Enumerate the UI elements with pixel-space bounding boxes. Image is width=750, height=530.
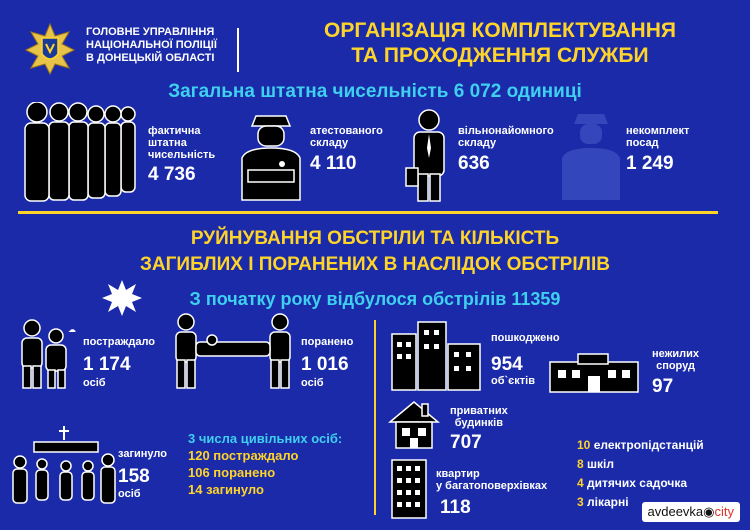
certified-value: 4 110	[310, 153, 357, 174]
apartment-building-icon	[390, 458, 428, 520]
civilians-victims: 120 постраждало	[188, 448, 299, 463]
actual-l1: фактична	[148, 125, 201, 137]
vacant-l1: некомплект	[626, 125, 690, 137]
nonres-l1: нежилих	[652, 348, 700, 360]
killed-value: 158	[118, 466, 150, 487]
nonres-l2: споруд	[656, 360, 695, 372]
damaged-value: 954	[491, 354, 523, 375]
victims-value: 1 174	[83, 354, 131, 375]
police-emblem-icon	[24, 22, 76, 76]
staff-group-icon	[20, 102, 145, 202]
title-line-2: ТА ПРОХОДЖЕННЯ СЛУЖБИ	[351, 44, 649, 67]
facility-hospitals: 3 лікарні	[577, 495, 629, 509]
certified-l1: атестованого	[310, 125, 383, 137]
shelling-title-line-2: ЗАГИБЛИХ І ПОРАНЕНИХ В НАСЛІДОК ОБСТРІЛІВ	[140, 254, 610, 275]
wounded-unit: осіб	[301, 377, 324, 389]
certified-label	[310, 125, 383, 149]
facility-power: 10 електропідстанцій	[577, 438, 704, 452]
wounded-value: 1 016	[301, 354, 349, 375]
private-value: 707	[450, 432, 482, 453]
injured-people-icon	[14, 318, 80, 390]
actual-l2: штатна	[148, 137, 187, 149]
vertical-divider	[374, 320, 376, 515]
actual-l3: чисельність	[148, 149, 216, 161]
civilian-l2: складу	[458, 137, 497, 149]
shelling-count: З початку року відбулося обстрілів 11359	[189, 289, 561, 309]
victims-unit: осіб	[83, 377, 106, 389]
wounded-label: поранено	[301, 336, 354, 348]
vacant-officer-icon	[556, 108, 626, 203]
organization-name	[86, 26, 236, 65]
vacant-value: 1 249	[626, 153, 674, 174]
section-divider	[18, 211, 718, 214]
civilians-killed: 14 загинуло	[188, 482, 264, 497]
watermark-logo: avdeevka◉city	[642, 502, 741, 522]
private-label	[450, 405, 508, 429]
certified-l2: складу	[310, 137, 349, 149]
civilian-label	[458, 125, 554, 149]
flats-l1: квартир	[436, 468, 480, 480]
damaged-label: пошкоджено	[491, 332, 560, 344]
facility-kindergartens: 4 дитячих садочка	[577, 476, 688, 490]
civilian-l1: вільнонайомного	[458, 125, 554, 137]
killed-label: загинуло	[118, 448, 167, 460]
shelling-title	[0, 226, 750, 278]
stretcher-icon	[168, 312, 298, 392]
nonres-value: 97	[652, 376, 674, 397]
flats-l2: у багатоповерхівках	[436, 480, 548, 492]
page-title	[300, 18, 700, 68]
flats-label	[436, 468, 547, 492]
damaged-unit: об`єктів	[491, 375, 535, 387]
org-line-2: НАЦІОНАЛЬНОЇ ПОЛІЦІЇ	[86, 39, 217, 51]
civilians-wounded: 106 поранено	[188, 465, 276, 480]
nonres-label	[652, 348, 699, 372]
actual-staff-value: 4 736	[148, 164, 196, 185]
facility-schools: 8 шкіл	[577, 457, 614, 471]
private-l1: приватних	[450, 405, 508, 417]
funeral-icon	[8, 426, 120, 506]
total-staff: Загальна штатна чисельність 6 072 одиниці	[168, 81, 582, 102]
facilities-list	[577, 436, 704, 512]
damaged-buildings-icon	[388, 320, 484, 392]
civilian-employee-icon	[404, 108, 454, 203]
killed-unit: осіб	[118, 488, 141, 500]
org-line-3: В ДОНЕЦЬКІЙ ОБЛАСТІ	[86, 52, 215, 64]
police-officer-icon	[236, 108, 306, 203]
vacant-l2: посад	[626, 137, 659, 149]
shelling-title-line-1: РУЙНУВАННЯ ОБСТРІЛИ ТА КІЛЬКІСТЬ	[190, 228, 560, 249]
vacant-label	[626, 125, 689, 149]
house-icon	[388, 398, 440, 450]
actual-staff-label	[148, 125, 215, 161]
nonresidential-building-icon	[548, 352, 640, 394]
civilian-value: 636	[458, 153, 490, 174]
org-line-1: ГОЛОВНЕ УПРАВЛІННЯ	[86, 26, 215, 38]
flats-value: 118	[440, 497, 471, 518]
victims-label: постраждало	[83, 336, 156, 348]
civilians-heading: 3 числа цивільних осіб:	[188, 431, 343, 446]
title-line-1: ОРГАНІЗАЦІЯ КОМПЛЕКТУВАННЯ	[324, 19, 676, 42]
civilian-casualties	[188, 430, 342, 498]
svg-text:☁: ☁	[68, 325, 76, 334]
private-l2: будинків	[454, 417, 503, 429]
header-divider	[237, 28, 239, 72]
